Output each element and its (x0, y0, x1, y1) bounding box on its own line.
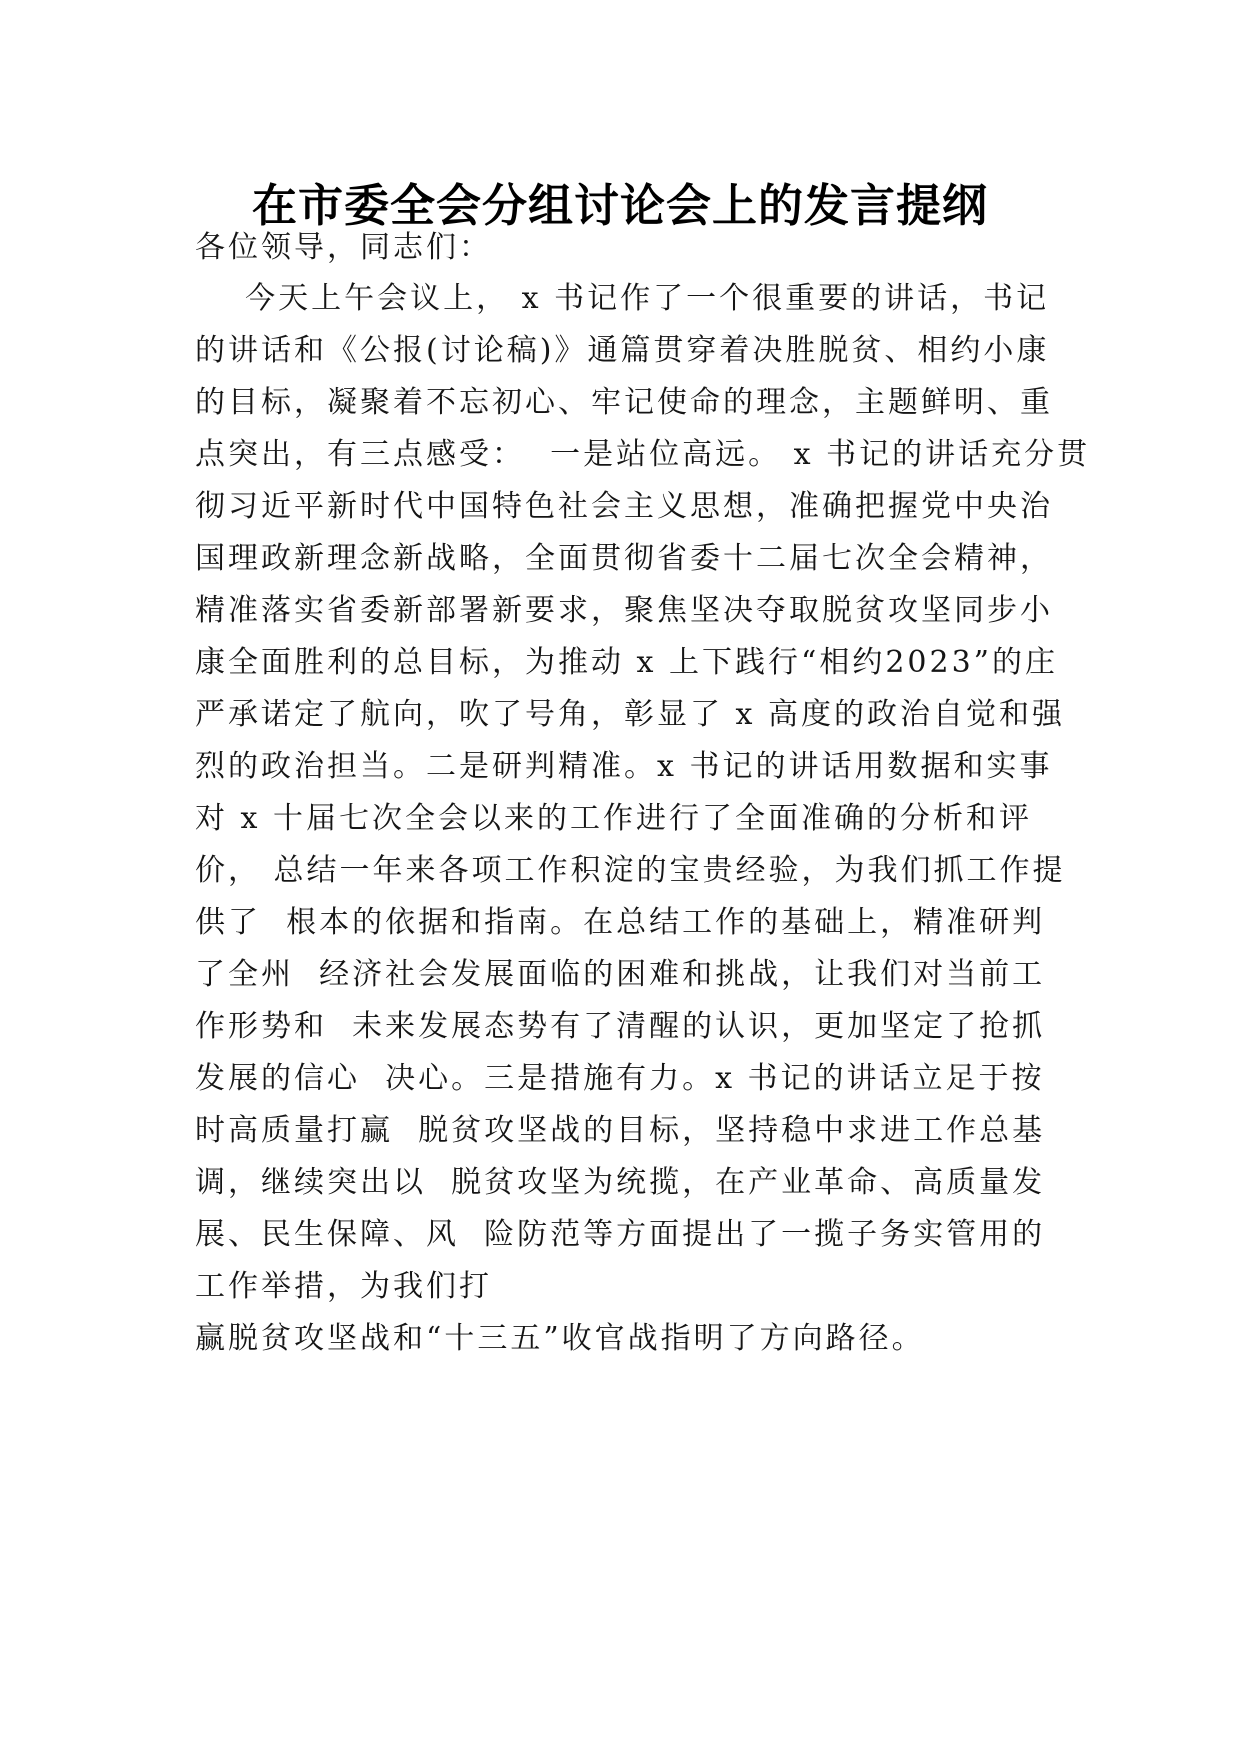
body-line-21: 赢脱贫攻坚战和“十三五”收官战指明了方向路径。 (195, 1321, 925, 1356)
body-line-19: 展、民生保障、风 险防范等方面提出了一揽子务实管用的 (195, 1217, 1046, 1252)
body-line-14: 了全州 经济社会发展面临的困难和挑战，让我们对当前工 (195, 957, 1046, 992)
body-line-16: 发展的信心 决心。三是措施有力。x 书记的讲话立足于按 (195, 1061, 1045, 1096)
body-line-2: 的讲话和《公报(讨论稿)》通篇贯穿着决胜脱贫、相约小康 (195, 333, 1050, 368)
body-line-10: 烈的政治担当。二是研判精准。x 书记的讲话用数据和实事 (195, 749, 1053, 784)
salutation: 各位领导，同志们： (195, 230, 492, 265)
body-line-13: 供了 根本的依据和指南。在总结工作的基础上，精准研判 (195, 905, 1046, 940)
body-line-8: 康全面胜利的总目标，为推动 x 上下践行“相约2023”的庄 (195, 645, 1059, 680)
body-line-11: 对 x 十届七次全会以来的工作进行了全面准确的分析和评 (195, 801, 1032, 836)
body-line-15: 作形势和 未来发展态势有了清醒的认识，更加坚定了抢抓 (195, 1009, 1046, 1044)
body-line-20: 工作举措，为我们打 (195, 1269, 492, 1304)
body-line-6: 国理政新理念新战略，全面贯彻省委十二届七次全会精神， (195, 541, 1053, 576)
body-line-12: 价， 总结一年来各项工作积淀的宝贵经验，为我们抓工作提 (195, 853, 1066, 888)
body-line-7: 精准落实省委新部署新要求，聚焦坚决夺取脱贫攻坚同步小 (195, 593, 1053, 628)
document-title: 在市委全会分组讨论会上的发言提纲 (251, 179, 988, 232)
body-line-18: 调，继续突出以 脱贫攻坚为统揽，在产业革命、高质量发 (195, 1165, 1046, 1200)
body-line-3: 的目标，凝聚着不忘初心、牢记使命的理念，主题鲜明、重 (195, 385, 1053, 420)
body-line-5: 彻习近平新时代中国特色社会主义思想，准确把握党中央治 (195, 489, 1053, 524)
body-line-17: 时高质量打赢 脱贫攻坚战的目标，坚持稳中求进工作总基 (195, 1113, 1046, 1148)
body-line-9: 严承诺定了航向，吹了号角，彰显了 x 高度的政治自觉和强 (195, 697, 1065, 732)
body-line-4: 点突出，有三点感受： 一是站位高远。 x 书记的讲话充分贯 (195, 437, 1091, 472)
body-line-1: 今天上午会议上， x 书记作了一个很重要的讲话，书记 (195, 281, 1050, 316)
